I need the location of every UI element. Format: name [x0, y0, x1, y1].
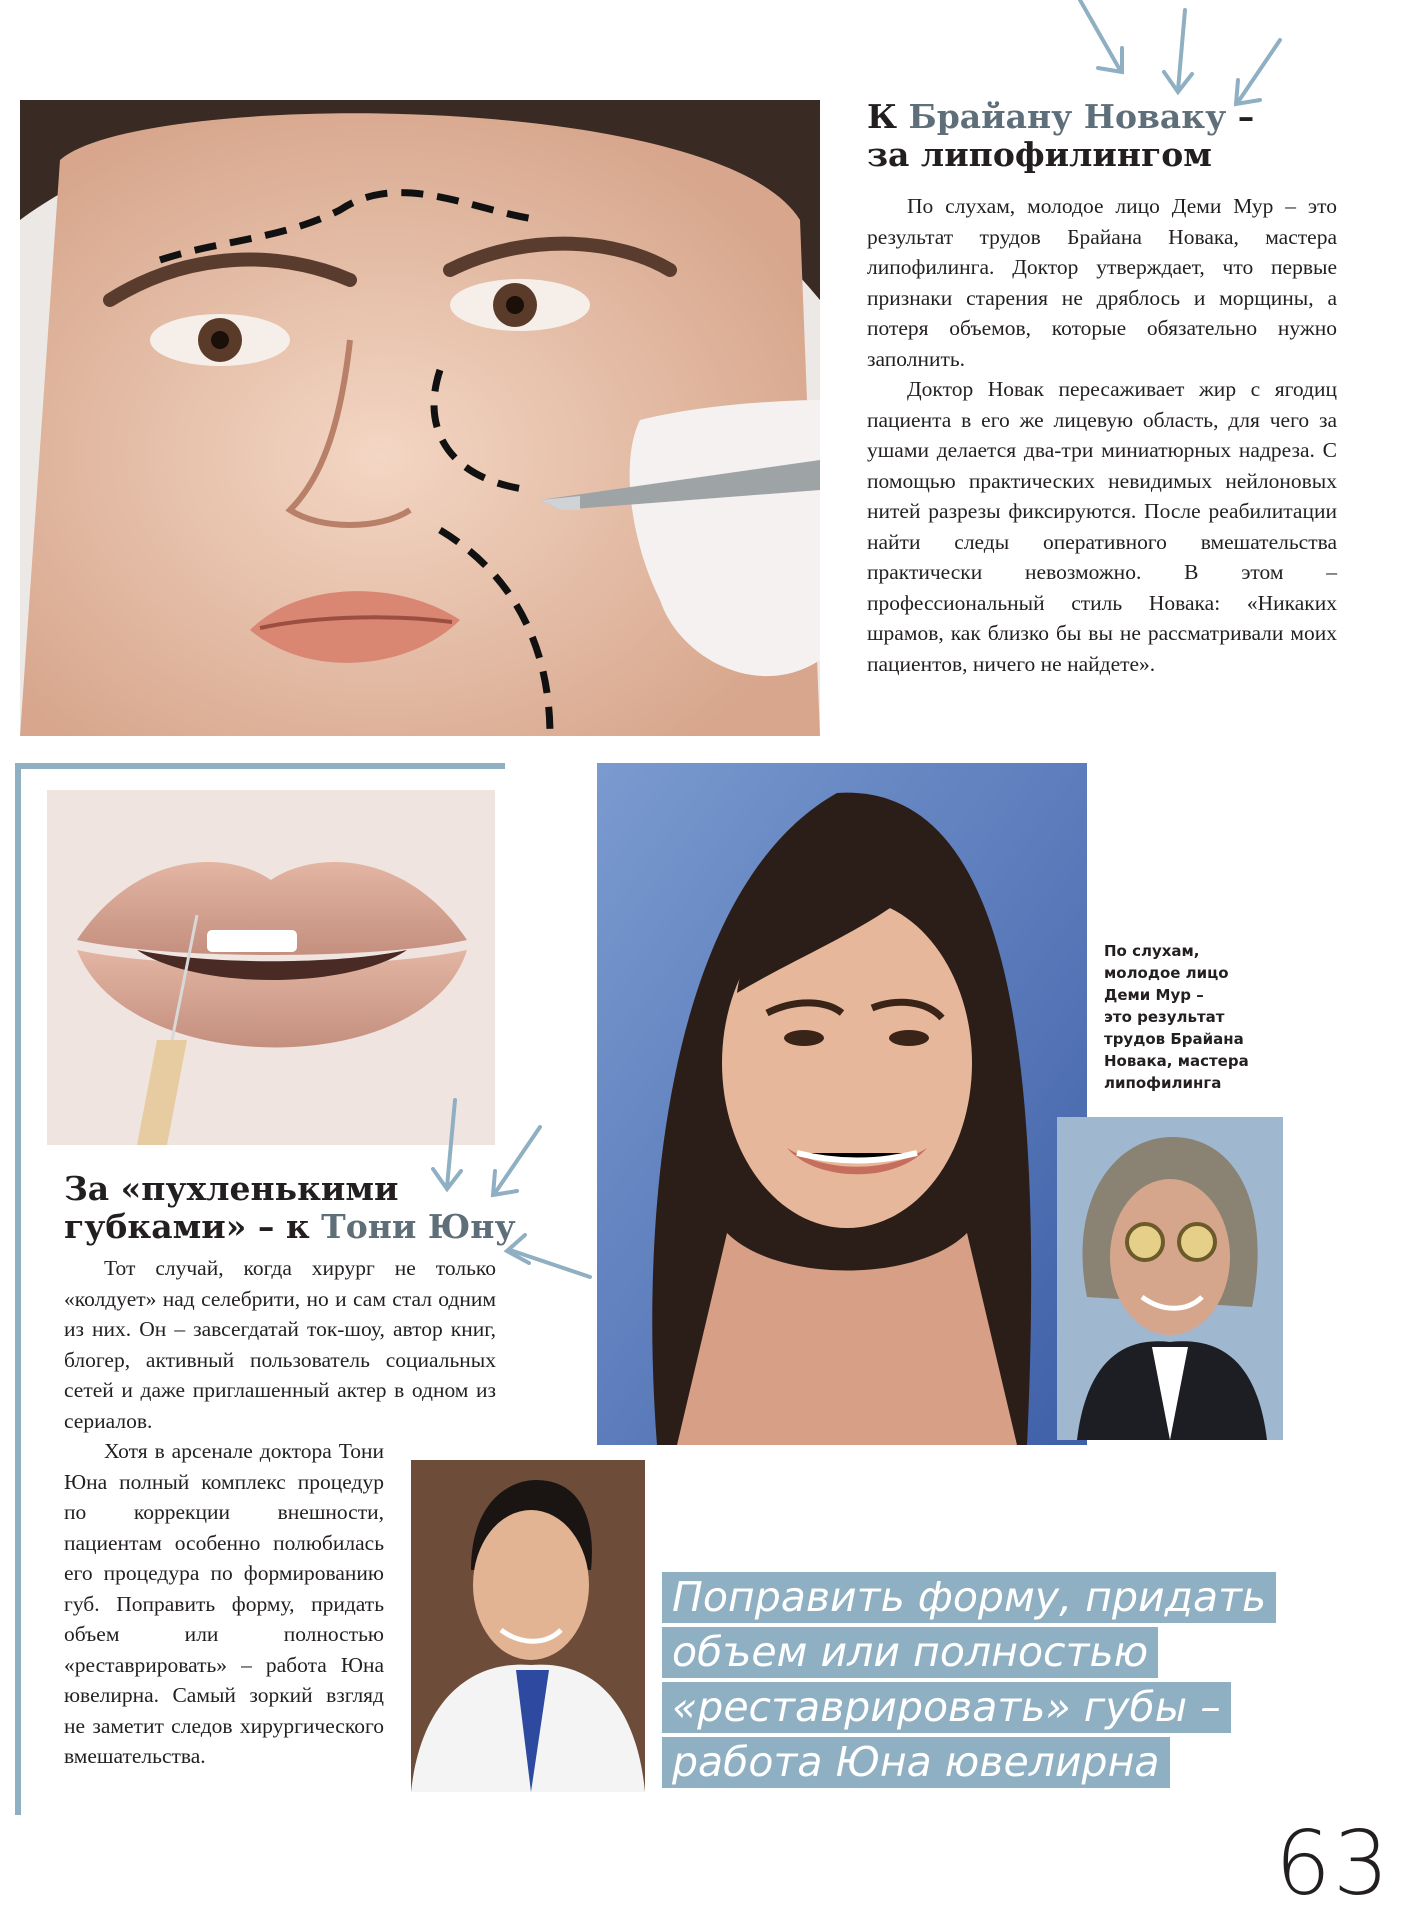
section1-heading [867, 98, 1297, 174]
caption-line: По слухам, [1104, 942, 1200, 960]
face-marking-photo [20, 100, 820, 736]
section2-paragraph-1 [64, 1253, 496, 1436]
page-number: 63 [1275, 1812, 1391, 1915]
caption-line: Новака, мастера [1104, 1052, 1249, 1070]
pull-quote-line: «реставрировать» губы – [662, 1682, 1231, 1733]
tony-youn-photo [411, 1460, 645, 1792]
section2-heading-line1: За «пухленькими [64, 1169, 399, 1208]
pull-quote-line: работа Юна ювелирна [662, 1737, 1170, 1788]
section2-paragraph-2-text: Хотя в арсенале доктора Тони Юна полный комплекс процедур по коррекции внешности, пациентам особенно полюбилась его процедура по формированию губ. Поправить форму, придать объем или полностью «реставрировать» – работа Юна ювелирна. Самый зоркий взгляд не заметит следов хирургического вмешательства. [64, 1439, 384, 1768]
section1-paragraph-2: Доктор Новак пересаживает жир с ягодиц пациента в его же лицевую область, для чего за ушами делается два-три миниатюрных надреза. С помощью практических невидимых нейлоновых нитей разрезы фиксируются. После реабилитации найти следы оперативного вмешательства практически невозможно. В этом – профессиональный стиль Новака: «Никаких шрамов, как близко бы вы не рассматривали моих пациентов, ничего не найдете». [867, 377, 1337, 676]
pull-quote-line: Поправить форму, придать [662, 1572, 1276, 1623]
caption-line: Деми Мур – [1104, 986, 1204, 1004]
pull-quote [662, 1570, 1342, 1790]
caption-line: это результат [1104, 1008, 1225, 1026]
pull-quote-line: объем или полностью [662, 1627, 1158, 1678]
demi-moore-photo [597, 763, 1087, 1445]
section1-heading-dash: – [1226, 97, 1255, 136]
caption-line: молодое лицо [1104, 964, 1229, 982]
brian-novak-photo [1057, 1117, 1283, 1440]
caption-line: липофилинга [1104, 1074, 1222, 1092]
top-arrows-decoration [1060, 0, 1300, 110]
section2-paragraph-1-text: Тот случай, когда хирург не только «колдует» над селебрити, но и сам стал одним из них. Он – завсегдатай ток-шоу, автор книг, блогер, активный пользователь социальных сетей и даже приглашенный актер в одном из сериалов. [64, 1256, 496, 1433]
section1-paragraph-1: По слухам, молодое лицо Деми Мур – это результат трудов Брайана Новака, мастера липофилинга. Доктор утверждает, что первые признаки старения не дряблось и морщины, а потеря объемов, которые обязательно нужно заполнить. [867, 194, 1337, 371]
section1-heading-line2: за липофилингом [867, 135, 1212, 174]
section1-heading-prefix: К [867, 97, 909, 136]
photo-caption [1104, 940, 1274, 1094]
lips-injection-photo [47, 790, 495, 1145]
section1-heading-name: Брайану Новаку [908, 97, 1227, 136]
caption-line: трудов Брайана [1104, 1030, 1244, 1048]
frame-left-line [15, 763, 21, 1815]
section2-paragraph-2 [64, 1436, 384, 1772]
section1-body [867, 191, 1337, 679]
section2-heading [64, 1170, 524, 1246]
section2-heading-name: Тони Юну [321, 1207, 516, 1246]
frame-top-line [15, 763, 505, 769]
section2-heading-prefix: губками» – к [64, 1207, 322, 1246]
